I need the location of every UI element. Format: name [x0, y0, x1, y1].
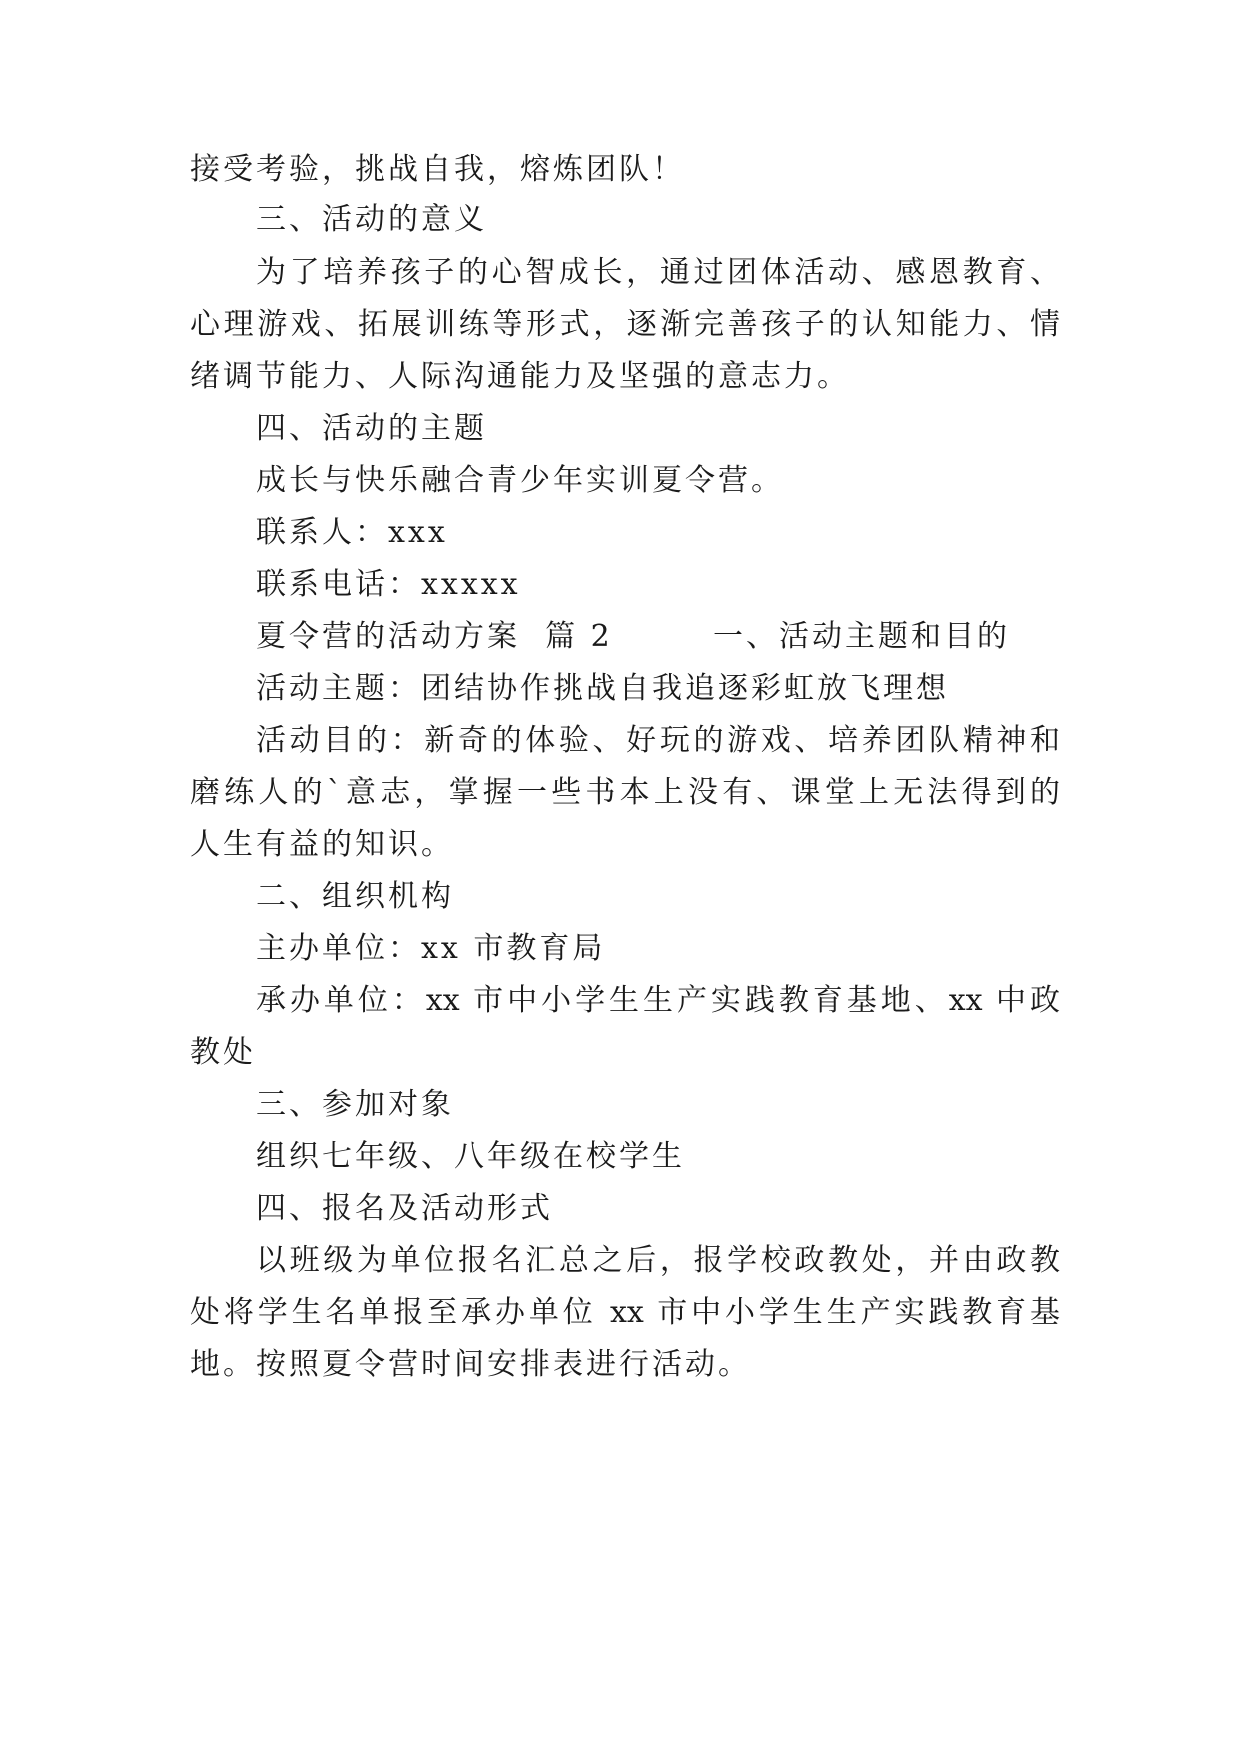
section-heading: 二、组织机构: [256, 879, 454, 914]
body-text-line: 以班级为单位报名汇总之后，报学校政教处，并由政教: [256, 1243, 1060, 1278]
chapter-heading: 夏令营的活动方案 篇 2 一、活动主题和目的: [256, 619, 1010, 654]
body-text-line: 地。按照夏令营时间安排表进行活动。: [190, 1347, 751, 1382]
body-text-line: 活动主题：团结协作挑战自我追逐彩虹放飞理想: [256, 671, 949, 706]
section-heading: 三、参加对象: [256, 1087, 454, 1122]
body-text-line: 接受考验，挑战自我，熔炼团队！: [190, 152, 685, 187]
body-text-line: 成长与快乐融合青少年实训夏令营。: [256, 463, 784, 498]
body-text-line: 承办单位：xx 市中小学生生产实践教育基地、xx 中政: [256, 983, 1060, 1018]
body-text-line: 心理游戏、拓展训练等形式，逐渐完善孩子的认知能力、情: [190, 307, 1060, 342]
section-heading: 四、报名及活动形式: [256, 1191, 553, 1226]
contact-phone: 联系电话：xxxxx: [256, 567, 521, 602]
body-text-line: 教处: [190, 1035, 256, 1070]
body-text-line: 处将学生名单报至承办单位 xx 市中小学生生产实践教育基: [190, 1295, 1060, 1330]
section-heading: 四、活动的主题: [256, 411, 487, 446]
body-text-line: 组织七年级、八年级在校学生: [256, 1139, 685, 1174]
body-text-line: 活动目的：新奇的体验、好玩的游戏、培养团队精神和: [256, 723, 1060, 758]
body-text-line: 磨练人的`意志，掌握一些书本上没有、课堂上无法得到的: [190, 775, 1060, 810]
section-heading: 三、活动的意义: [256, 202, 487, 237]
body-text-line: 人生有益的知识。: [190, 827, 454, 862]
contact-person: 联系人：xxx: [256, 515, 448, 550]
body-text-line: 为了培养孩子的心智成长，通过团体活动、感恩教育、: [256, 255, 1060, 290]
body-text-line: 主办单位：xx 市教育局: [256, 931, 606, 966]
body-text-line: 绪调节能力、人际沟通能力及坚强的意志力。: [190, 359, 850, 394]
